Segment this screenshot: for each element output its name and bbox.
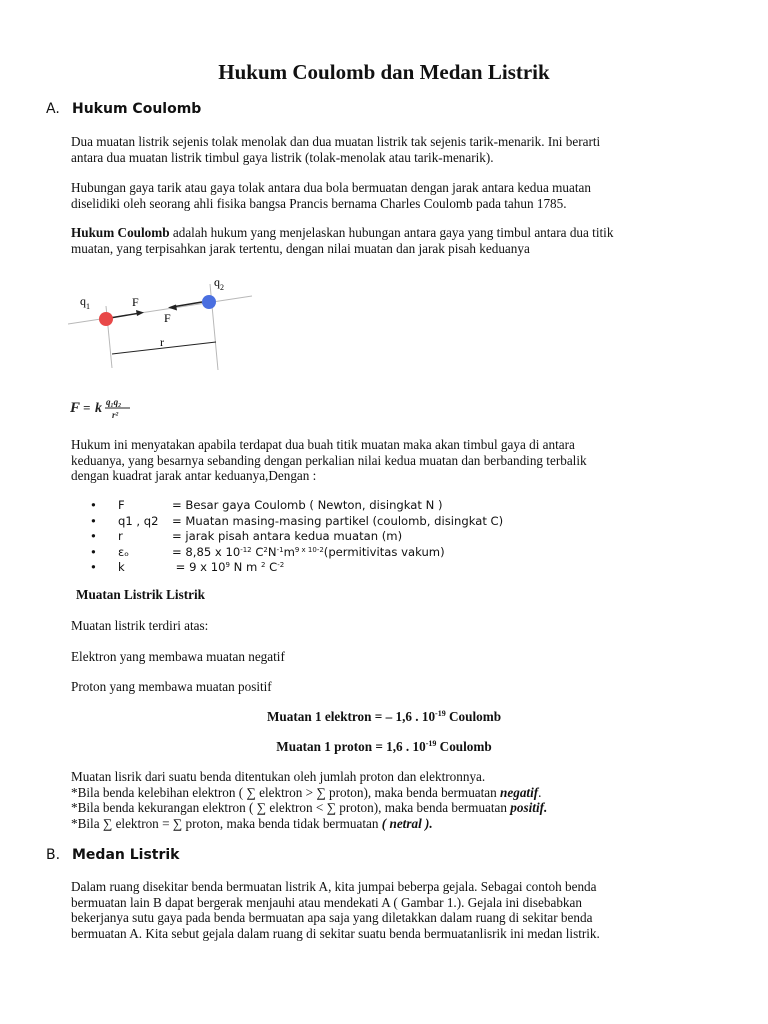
definition-text: = 8,85 x $10^{-12}$ $C^2N^{-1}m^{9 x 10-2}(permitivitas$ vakum) — [172, 544, 445, 559]
label-q1: $q_1$ — [80, 294, 90, 311]
section-b-heading — [46, 847, 180, 863]
equation-proton-charge: Muatan 1 proton = 1,6 . $10^{-19}$ Coulomb — [276, 739, 492, 754]
section-title: Medan Listrik — [72, 847, 180, 863]
paragraph-intro — [71, 134, 711, 165]
paragraph-medan-listrik — [71, 879, 711, 941]
text-line: bermuatan lain B dapat bergerak menjauhi atau mendekati A ( Gambar 1.). Gejala ini disebabkan — [71, 894, 582, 910]
definition-symbol: F — [118, 498, 125, 512]
term-bold: Hukum Coulomb — [71, 225, 170, 240]
force-arrow-2-head — [168, 305, 177, 311]
label-force-1: F — [132, 295, 139, 309]
charge-q2 — [202, 295, 216, 309]
coulomb-formula — [70, 395, 162, 423]
text-elektron: Elektron yang membawa muatan negatif — [71, 649, 285, 664]
label-force-2: F — [164, 311, 171, 325]
text-line: Dalam ruang disekitar benda bermuatan listrik A, kita jumpai beberpa gejala. Sebagai contoh benda — [71, 879, 597, 894]
text-proton: Proton yang membawa muatan positif — [71, 679, 272, 694]
formula-f: F — [70, 400, 81, 416]
formula-denominator: r² — [112, 410, 119, 420]
force-arrow-1-head — [136, 310, 144, 316]
label-q2: $q_2$ — [214, 275, 224, 292]
section-a-heading — [46, 101, 201, 117]
text-line: Hubungan gaya tarik atau gaya tolak antara dua bola bermuatan dengan jarak antara kedua muatan — [71, 180, 591, 195]
axis-line — [68, 296, 252, 324]
equation-electron-charge: Muatan 1 elektron = – 1,6 . $10^{-19}$ Coulomb — [266, 709, 502, 724]
text-line: Dua muatan listrik sejenis tolak menolak dan dua muatan listrik tak sejenis tarik-menarik. Ini berarti — [71, 134, 601, 149]
text-line: *Bila ∑ elektron = ∑ proton, maka benda tidak bermuatan ( netral ). — [71, 815, 433, 831]
definition-text: = jarak pisah antara kedua muatan (m) — [172, 529, 403, 544]
emphasis-netral: ( netral ). — [381, 815, 433, 831]
text-line: muatan, yang terpisahkan jarak tertentu, dengan nilai muatan dan jarak pisah keduanya — [71, 240, 530, 256]
definition-symbol: r — [118, 529, 123, 544]
formula-numerator: q₁q₂ — [106, 397, 122, 407]
definition-text: = Muatan masing-masing partikel (coulomb, disingkat C) — [172, 513, 504, 528]
definition-list — [90, 498, 503, 576]
emphasis-negatif: negatif — [500, 784, 539, 800]
text-line: antara dua muatan listrik timbul gaya listrik (tolak-menolak atau tarik-menarik). — [71, 149, 494, 165]
text-line: dengan kuadrat jarak antar keduanya,Dengan : — [71, 468, 317, 483]
section-title: Hukum Coulomb — [72, 101, 202, 117]
charge-q1 — [99, 312, 113, 326]
coulomb-diagram — [68, 274, 268, 380]
text-line: keduanya, yang besarnya sebanding dengan perkalian nilai kedua muatan dan berbanding terbalik — [71, 452, 587, 468]
paragraph-law-statement — [71, 437, 711, 484]
label-distance: r — [160, 335, 164, 349]
force-arrow-1 — [110, 313, 140, 318]
definition-text: = 9 x $10^9$ N m $^2$ $C^{-2}$ — [172, 560, 285, 575]
emphasis-positif: positif. — [510, 800, 548, 815]
paragraph-charge-rules — [71, 769, 711, 831]
definition-item — [90, 560, 503, 576]
definition-item — [90, 498, 503, 514]
paragraph-definition — [71, 225, 711, 256]
text-line: *Bila benda kekurangan elektron ( ∑ elektron < ∑ proton), maka benda bermuatan positif. — [71, 800, 548, 815]
text-line: *Bila benda kelebihan elektron ( ∑ elektron > ∑ proton), maka benda bermuatan negatif. — [71, 784, 542, 800]
formula-k: k — [95, 401, 102, 416]
definition-item — [90, 514, 503, 530]
text-fragment: adalah hukum yang menjelaskan hubungan antara gaya yang timbul antara dua titik — [169, 225, 614, 240]
section-letter: A. — [46, 101, 60, 117]
definition-symbol: q1 , q2 — [118, 513, 159, 528]
text-line: bekerjanya sutu gaya pada benda bermuatan apa saja yang diletakkan dalam ruang di sekitar benda — [71, 910, 593, 925]
definition-symbol: k — [118, 560, 125, 575]
definition-symbol: εₒ — [118, 544, 130, 559]
formula-equals: = — [83, 400, 91, 415]
text-line: bermuatan A. Kita sebut gejala dalam ruang di sekitar suatu benda bermuatanlisrik ini medan listrik. — [71, 925, 600, 941]
text-line: diselidiki oleh seorang ahli fisika bangsa Prancis bernama Charles Coulomb pada tahun 1785. — [71, 195, 567, 211]
text-terdiri: Muatan listrik terdiri atas: — [71, 618, 209, 633]
section-letter: B. — [46, 847, 61, 863]
definition-item — [90, 529, 503, 545]
page-title: Hukum Coulomb dan Medan Listrik — [218, 60, 550, 84]
text-line: Hukum ini menyatakan apabila terdapat dua buah titik muatan maka akan timbul gaya di antara — [71, 437, 575, 452]
text-line — [71, 225, 711, 241]
definition-text: = Besar gaya Coulomb ( Newton, disingkat N ) — [172, 498, 443, 512]
paragraph-history — [71, 180, 711, 211]
definition-item — [90, 545, 503, 561]
text-line: Muatan lisrik dari suatu benda ditentukan oleh jumlah proton dan elektronnya. — [71, 769, 486, 784]
distance-line — [112, 342, 216, 354]
subheading-muatan: Muatan Listrik Listrik — [76, 587, 205, 602]
